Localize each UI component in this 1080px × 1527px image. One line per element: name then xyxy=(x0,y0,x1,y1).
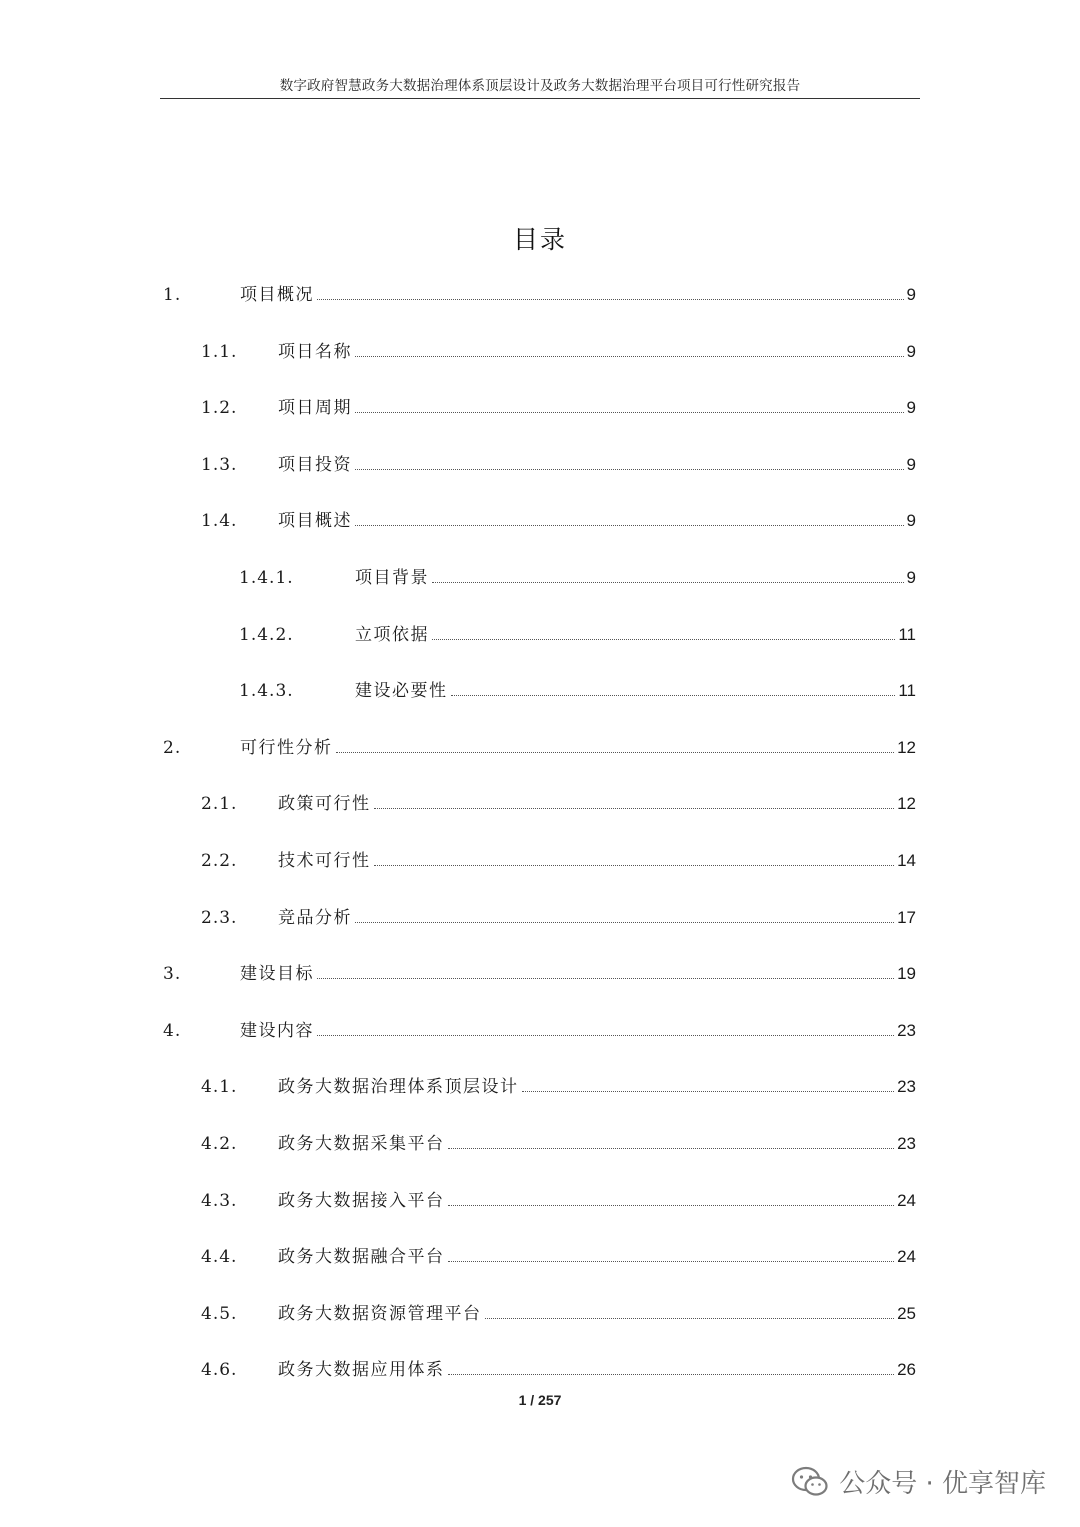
watermark xyxy=(791,1463,1046,1500)
toc-entry[interactable] xyxy=(163,1017,916,1041)
toc-entry[interactable] xyxy=(163,281,916,305)
toc-entry-page: 11 xyxy=(898,681,916,701)
toc-dot-leader xyxy=(336,751,895,753)
toc-entry-page: 11 xyxy=(898,624,916,644)
toc-dot-leader xyxy=(448,1260,895,1262)
toc-dot-leader xyxy=(485,1317,895,1319)
toc-entry[interactable] xyxy=(239,621,916,645)
toc-entry-label: 项日名称 xyxy=(278,341,352,362)
toc-dot-leader xyxy=(355,355,904,357)
toc-entry-page: 19 xyxy=(897,964,916,984)
toc-dot-leader xyxy=(432,581,904,583)
toc-entry[interactable] xyxy=(201,1243,916,1267)
toc-entry-page: 9 xyxy=(906,568,916,587)
toc-dot-leader xyxy=(522,1090,895,1092)
toc-entry[interactable] xyxy=(163,960,916,984)
toc-entry-page: 12 xyxy=(897,794,916,814)
toc-entry-label: 项目概况 xyxy=(240,285,314,305)
toc-dot-leader xyxy=(355,921,894,923)
toc-entry-number: 1.4. xyxy=(201,511,238,532)
toc-dot-leader xyxy=(317,977,894,979)
toc-entry-label: 项目概述 xyxy=(278,511,352,532)
toc-entry-label: 可行性分析 xyxy=(240,737,333,758)
toc-entry-label: 建设内容 xyxy=(240,1020,314,1041)
toc-entry[interactable] xyxy=(201,1187,916,1211)
toc-entry[interactable] xyxy=(201,1356,916,1380)
toc-entry[interactable] xyxy=(201,451,916,475)
toc-entry-label: 政务大数据治理体系顶层设计 xyxy=(278,1077,519,1098)
toc-entry[interactable] xyxy=(201,1073,916,1097)
wechat-icon xyxy=(791,1466,829,1498)
toc-entry-label: 政务大数据融合平台 xyxy=(278,1247,445,1268)
toc-entry-number: 4.1. xyxy=(201,1077,238,1098)
toc-entry[interactable] xyxy=(201,904,916,928)
toc-entry[interactable] xyxy=(201,1300,916,1324)
toc-entry-number: 2.2. xyxy=(201,851,238,871)
toc-dot-leader xyxy=(355,524,904,526)
toc-entry-page: 25 xyxy=(897,1303,916,1323)
toc-entry[interactable] xyxy=(201,790,916,814)
toc-title: 目录 xyxy=(512,225,567,254)
toc-dot-leader xyxy=(432,638,895,640)
toc-entry-label: 竞品分析 xyxy=(278,907,352,928)
toc-entry-label: 建设必要性 xyxy=(355,681,448,702)
toc-dot-leader xyxy=(317,1034,894,1036)
toc-entry[interactable] xyxy=(163,734,916,758)
toc-entry-number: 1.4.2. xyxy=(239,624,294,645)
watermark-text: 公众号 · 优享智库 xyxy=(839,1469,1046,1499)
toc-dot-leader xyxy=(374,864,895,866)
toc-entry-number: 4.5. xyxy=(201,1303,238,1324)
toc-entry-number: 4.3. xyxy=(201,1190,238,1211)
toc-entry-label: 项目背景 xyxy=(355,568,429,588)
toc-entry-number: 4. xyxy=(163,1020,182,1041)
toc-entry-number: 2. xyxy=(163,737,182,758)
toc-entry-page: 9 xyxy=(906,398,916,418)
toc-entry-label: 项目投资 xyxy=(278,454,352,475)
toc-entry-page: 23 xyxy=(897,1020,916,1040)
toc-entry-page: 24 xyxy=(897,1190,916,1210)
page-number: 1 / 257 xyxy=(518,1392,562,1408)
toc-entry-number: 2.3. xyxy=(201,907,238,928)
toc-entry-page: 26 xyxy=(897,1360,916,1380)
toc-entry-number: 1.4.1. xyxy=(239,568,294,588)
toc-entry[interactable] xyxy=(201,507,916,531)
toc-dot-leader xyxy=(317,298,904,300)
toc-entry-number: 1.1. xyxy=(201,341,238,362)
toc-dot-leader xyxy=(448,1204,895,1206)
toc-entry[interactable] xyxy=(239,677,916,701)
toc-entry-page: 14 xyxy=(897,851,916,870)
toc-entry-label: 政务大数据应用体系 xyxy=(278,1360,445,1381)
toc-entry-page: 24 xyxy=(897,1247,916,1267)
toc-entry-page: 9 xyxy=(906,285,916,304)
toc-entry[interactable] xyxy=(201,394,916,418)
toc-entry-page: 9 xyxy=(906,454,916,474)
toc-entry-number: 1.4.3. xyxy=(239,681,294,702)
toc-dot-leader xyxy=(448,1147,895,1149)
toc-entry-number: 4.4. xyxy=(201,1247,238,1268)
toc-entry-number: 4.2. xyxy=(201,1134,238,1154)
toc-entry-page: 9 xyxy=(906,511,916,531)
toc-entry-number: 3. xyxy=(163,964,182,985)
toc-entry-label: 项日周期 xyxy=(278,398,352,419)
toc-dot-leader xyxy=(448,1373,895,1375)
toc-dot-leader xyxy=(451,694,896,696)
toc-entry-label: 技术可行性 xyxy=(278,851,371,871)
toc-dot-leader xyxy=(355,411,904,413)
toc-entry-number: 1. xyxy=(163,285,182,305)
toc-entry-page: 23 xyxy=(897,1077,916,1097)
toc-entry-page: 23 xyxy=(897,1134,916,1153)
toc-dot-leader xyxy=(374,807,895,809)
toc-entry-label: 政务大数据采集平台 xyxy=(278,1134,445,1154)
toc-entry-page: 17 xyxy=(897,907,916,927)
document-title: 数字政府智慧政务大数据治理体系顶层设计及政务大数据治理平台项目可行性研究报告 xyxy=(279,78,801,94)
toc-entry-label: 政策可行性 xyxy=(278,794,371,815)
toc-entry-number: 1.2. xyxy=(201,398,238,419)
toc-entry-label: 政务大数据资源管理平台 xyxy=(278,1303,482,1324)
toc-entry-number: 2.1. xyxy=(201,794,238,815)
toc-entry[interactable] xyxy=(201,1130,916,1154)
toc-entry-label: 立项依据 xyxy=(355,624,429,645)
toc-entry[interactable] xyxy=(239,564,916,588)
toc-entry[interactable] xyxy=(201,338,916,362)
toc-entry-page: 12 xyxy=(897,737,916,757)
toc-entry-label: 建设目标 xyxy=(240,964,314,985)
toc-entry-label: 政务大数据接入平台 xyxy=(278,1190,445,1211)
toc-entry-number: 1.3. xyxy=(201,454,238,475)
toc-entry-page: 9 xyxy=(906,341,916,361)
toc-entry[interactable] xyxy=(201,847,916,871)
toc-dot-leader xyxy=(355,468,904,470)
toc-entry-number: 4.6. xyxy=(201,1360,238,1381)
